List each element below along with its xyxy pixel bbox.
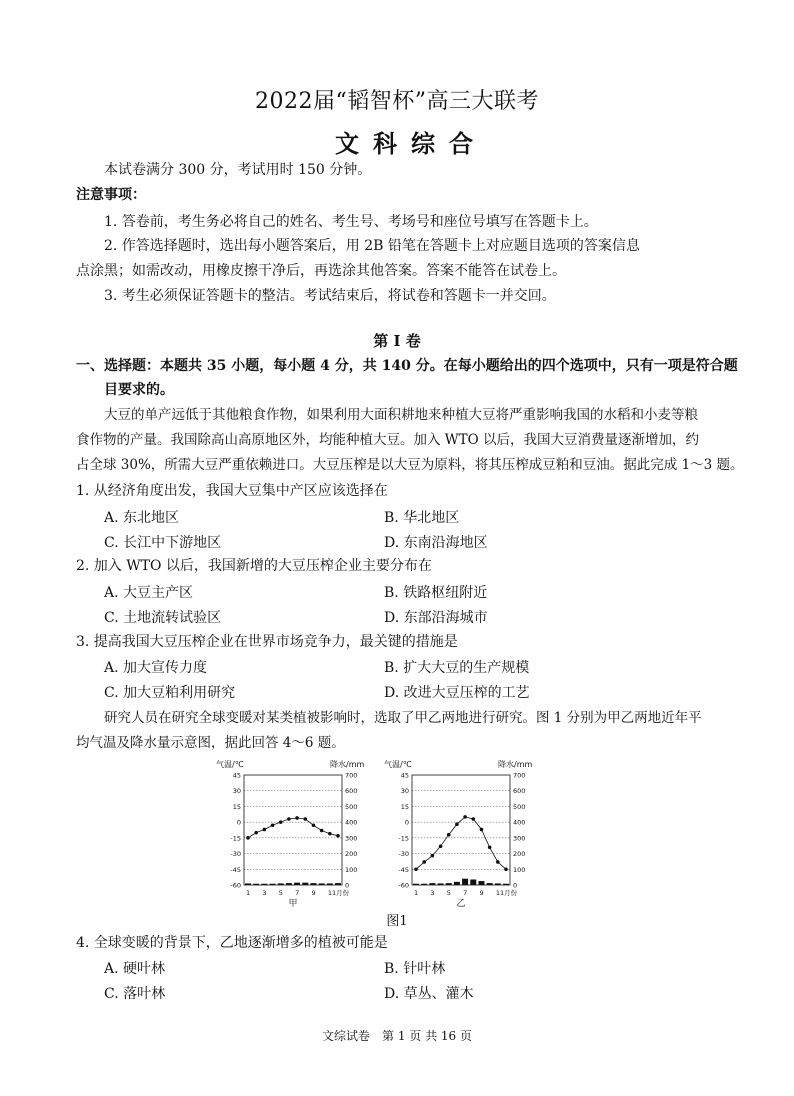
temperature-point	[279, 820, 283, 824]
precipitation-bar	[245, 883, 251, 885]
x-tick-label: 1	[246, 889, 251, 897]
y-left-tick-label: 0	[236, 818, 241, 827]
y-left-tick-label: -15	[230, 834, 241, 843]
intro-text: 本试卷满分 300 分，考试用时 150 分钟。	[104, 162, 372, 178]
precipitation-bar	[278, 883, 284, 885]
y-right-tick-label: 200	[345, 850, 358, 859]
precipitation-bar	[429, 883, 435, 885]
y-left-tick-label: -15	[398, 834, 409, 843]
precipitation-bar	[335, 883, 341, 885]
temperature-point	[312, 823, 316, 827]
exam-subject: 文科综合	[335, 129, 487, 158]
temperature-point	[263, 828, 267, 832]
y-left-tick-label: -60	[230, 881, 241, 890]
question-4-stem: 4. 全球变暖的背景下，乙地逐渐增多的植被可能是	[76, 935, 388, 951]
question-1-option-a[interactable]: A. 东北地区	[104, 510, 180, 526]
y-left-tick-label: 30	[232, 787, 241, 796]
y-right-axis-title: 降水/mm	[330, 760, 365, 769]
temperature-point	[480, 828, 484, 832]
question-3-option-d[interactable]: D. 改进大豆压榨的工艺	[384, 685, 530, 701]
question-2-option-a[interactable]: A. 大豆主产区	[104, 585, 194, 601]
y-right-tick-label: 400	[345, 818, 358, 827]
y-right-tick-label: 600	[345, 787, 358, 796]
question-2-stem: 2. 加入 WTO 以后，我国新增的大豆压榨企业主要分布在	[76, 558, 432, 574]
temperature-point	[328, 832, 332, 836]
y-right-tick-label: 500	[345, 802, 358, 811]
y-right-tick-label: 700	[345, 771, 358, 780]
question-4-option-a[interactable]: A. 硬叶林	[104, 961, 166, 977]
y-left-axis-title: 气温/℃	[384, 760, 412, 769]
y-right-tick-label: 300	[513, 834, 526, 843]
x-tick-label: 5	[278, 889, 283, 897]
y-left-tick-label: 0	[404, 818, 409, 827]
precipitation-bar	[302, 883, 308, 885]
y-left-tick-label: 30	[400, 787, 409, 796]
y-right-tick-label: 0	[513, 881, 518, 890]
question-2-option-c[interactable]: C. 土地流转试验区	[104, 610, 222, 626]
question-3-option-b[interactable]: B. 扩大大豆的生产规模	[384, 660, 530, 676]
x-tick-label: 3	[262, 889, 267, 897]
x-tick-label: 7	[295, 889, 300, 897]
question-3-option-a[interactable]: A. 加大宣传力度	[104, 660, 208, 676]
y-right-tick-label: 0	[345, 881, 350, 890]
section-heading-line-2: 目要求的。	[104, 382, 174, 398]
temperature-point	[471, 817, 475, 821]
climate-chart-jia	[212, 757, 372, 909]
x-tick-label: 5	[446, 889, 451, 897]
plot-frame	[412, 775, 510, 885]
temperature-point	[455, 822, 459, 826]
notice-item-2-line-1: 2. 作答选择题时，选出每小题答案后，用 2B 铅笔在答题卡上对应题目选项的答案信息	[104, 238, 640, 254]
temperature-point	[246, 836, 250, 840]
precipitation-bar	[487, 883, 493, 885]
x-tick-label: 11月份	[327, 889, 350, 897]
y-left-tick-label: 15	[232, 802, 241, 811]
temperature-point	[287, 817, 291, 821]
page-footer: 文综试卷 第 1 页 共 16 页	[322, 1029, 472, 1043]
temperature-point	[303, 817, 307, 821]
passage-1-line-1: 大豆的单产远低于其他粮食作物，如果利用大面积耕地来种植大豆将严重影响我国的水稻和小麦等粮	[104, 407, 698, 423]
y-right-tick-label: 100	[345, 865, 358, 874]
precipitation-bar	[270, 884, 276, 885]
question-1-option-d[interactable]: D. 东南沿海地区	[384, 535, 488, 551]
y-left-tick-label: 45	[400, 771, 409, 780]
precipitation-bar	[438, 883, 444, 885]
temperature-point	[488, 845, 492, 849]
temperature-point	[439, 844, 443, 848]
y-left-tick-label: -30	[230, 850, 241, 859]
temperature-point	[320, 829, 324, 833]
passage-1-line-2: 食作物的产量。我国除高山高原地区外，均能种植大豆。加入 WTO 以后，我国大豆消费量逐渐增加，约	[76, 432, 700, 448]
temperature-line	[248, 818, 338, 838]
y-left-tick-label: -45	[398, 865, 409, 874]
y-left-tick-label: -60	[398, 881, 409, 890]
precipitation-bar	[253, 884, 259, 885]
question-3-stem: 3. 提高我国大豆压榨企业在世界市场竞争力，最关键的措施是	[76, 634, 458, 650]
question-4-option-c[interactable]: C. 落叶林	[104, 986, 166, 1002]
precipitation-bar	[421, 884, 427, 885]
precipitation-bar	[286, 883, 292, 885]
y-right-tick-label: 600	[513, 787, 526, 796]
climate-chart-yi	[380, 757, 540, 909]
precipitation-bar	[470, 880, 476, 886]
temperature-point	[504, 867, 508, 871]
temperature-point	[336, 834, 340, 838]
precipitation-bar	[454, 882, 460, 885]
chart-title: 甲	[288, 899, 298, 909]
question-2-option-d[interactable]: D. 东部沿海城市	[384, 610, 488, 626]
notice-heading: 注意事项：	[76, 187, 146, 203]
notice-item-3: 3. 考生必须保证答题卡的整洁。考试结束后，将试卷和答题卡一并交回。	[104, 288, 556, 304]
question-4-option-b[interactable]: B. 针叶林	[384, 961, 446, 977]
temperature-point	[295, 816, 299, 820]
figure-caption: 图1	[386, 914, 408, 929]
precipitation-bar	[462, 879, 468, 885]
y-right-tick-label: 400	[513, 818, 526, 827]
notice-item-1: 1. 答卷前，考生务必将自己的姓名、考生号、考场号和座位号填写在答题卡上。	[104, 214, 598, 230]
precipitation-bar	[294, 883, 300, 885]
precipitation-bar	[319, 883, 325, 885]
y-left-axis-title: 气温/℃	[216, 760, 244, 769]
question-1-stem: 1. 从经济角度出发，我国大豆集中产区应该选择在	[76, 483, 388, 499]
y-right-tick-label: 200	[513, 850, 526, 859]
passage-1-line-3: 占全球 30%，所需大豆严重依赖进口。大豆压榨是以大豆为原料，将其压榨成豆粕和豆油。据此完成 1～3 题。	[76, 457, 744, 473]
volume-heading: 第 I 卷	[373, 332, 421, 350]
x-tick-label: 9	[479, 889, 484, 897]
question-4-option-d[interactable]: D. 草丛、灌木	[384, 986, 474, 1002]
precipitation-bar	[261, 884, 267, 885]
temperature-point	[254, 831, 258, 835]
question-2-option-b[interactable]: B. 铁路枢纽附近	[384, 585, 488, 601]
x-tick-label: 11月份	[495, 889, 518, 897]
y-left-tick-label: 45	[232, 771, 241, 780]
question-3-option-c[interactable]: C. 加大豆粕利用研究	[104, 685, 236, 701]
y-right-tick-label: 500	[513, 802, 526, 811]
plot-frame	[244, 775, 342, 885]
x-tick-label: 3	[430, 889, 435, 897]
notice-item-2-line-2: 点涂黑；如需改动，用橡皮擦干净后，再选涂其他答案。答案不能答在试卷上。	[76, 263, 566, 279]
passage-2-line-1: 研究人员在研究全球变暖对某类植被影响时，选取了甲乙两地进行研究。图 1 分别为甲乙两地近年平	[104, 710, 702, 726]
y-right-tick-label: 700	[513, 771, 526, 780]
precipitation-bar	[503, 884, 509, 885]
x-tick-label: 9	[311, 889, 316, 897]
temperature-point	[414, 867, 418, 871]
precipitation-bar	[327, 883, 333, 885]
question-1-option-c[interactable]: C. 长江中下游地区	[104, 535, 222, 551]
precipitation-bar	[495, 883, 501, 885]
temperature-point	[431, 854, 435, 858]
chart-title: 乙	[456, 899, 466, 909]
exam-title: 2022届“韬智杯”高三大联考	[255, 89, 539, 114]
y-right-axis-title: 降水/mm	[498, 760, 533, 769]
precipitation-bar	[478, 881, 484, 885]
x-tick-label: 1	[414, 889, 419, 897]
temperature-line	[416, 817, 506, 869]
x-tick-label: 7	[463, 889, 468, 897]
y-left-tick-label: -30	[398, 850, 409, 859]
y-left-tick-label: 15	[400, 802, 409, 811]
precipitation-bar	[446, 883, 452, 885]
temperature-point	[463, 815, 467, 819]
passage-2-line-2: 均气温及降水量示意图，据此回答 4～6 题。	[76, 735, 345, 751]
section-heading-line-1: 一、选择题：本题共 35 小题，每小题 4 分，共 140 分。在每小题给出的四个选项中，只有一项是符合题	[76, 358, 738, 374]
temperature-point	[271, 823, 275, 827]
y-right-tick-label: 300	[345, 834, 358, 843]
precipitation-bar	[310, 883, 316, 885]
temperature-point	[447, 833, 451, 837]
y-left-tick-label: -45	[230, 865, 241, 874]
temperature-point	[496, 860, 500, 864]
y-right-tick-label: 100	[513, 865, 526, 874]
temperature-point	[422, 860, 426, 864]
precipitation-bar	[413, 884, 419, 885]
question-1-option-b[interactable]: B. 华北地区	[384, 510, 460, 526]
